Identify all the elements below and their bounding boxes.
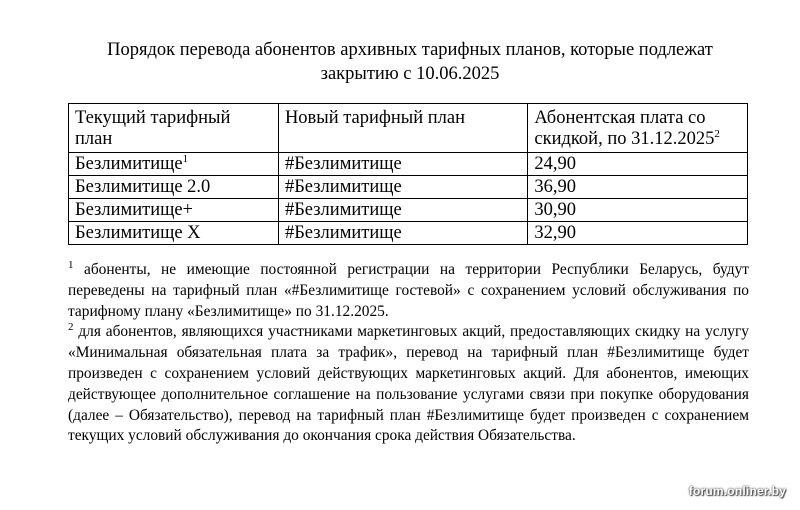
tariff-table xyxy=(68,103,748,245)
footnote-number: 2 xyxy=(68,321,74,334)
footnote-ref-2: 2 xyxy=(714,127,720,140)
footnote-2 xyxy=(68,322,749,447)
cell-fee: 24,90 xyxy=(528,153,748,176)
cell-current-plan: Безлимитище$^1$ xyxy=(69,153,279,176)
cell-current-plan: Безлимитище X xyxy=(69,222,279,245)
header-current-plan: Текущий тарифный план xyxy=(69,104,279,153)
table-row xyxy=(69,176,748,199)
cell-current-plan: Безлимитище+ xyxy=(69,199,279,222)
watermark: forum.onliner.by xyxy=(688,484,786,498)
cell-fee: 30,90 xyxy=(528,199,748,222)
title-line-1: Порядок перевода абонентов архивных тарифных планов, которые подлежат xyxy=(107,40,713,60)
header-fee: Абонентская плата со скидкой, по 31.12.2025$^2$ xyxy=(528,104,748,153)
cell-new-plan: #Безлимитище xyxy=(278,176,527,199)
footnote-ref-1: 1 xyxy=(182,152,189,165)
footnotes xyxy=(68,260,749,447)
cell-fee: 36,90 xyxy=(528,176,748,199)
cell-new-plan: #Безлимитище xyxy=(278,222,527,245)
footnote-number: 1 xyxy=(68,258,74,271)
table-header-row xyxy=(69,104,748,153)
cell-new-plan: #Безлимитище xyxy=(278,199,527,222)
document-title xyxy=(60,38,760,86)
table-row xyxy=(69,153,748,176)
table-row xyxy=(69,199,748,222)
cell-fee: 32,90 xyxy=(528,222,748,245)
footnote-text: абоненты, не имеющие постоянной регистрации на территории Республики Беларусь, будут переведены на тарифный план «#Безлимитище гостевой» с сохранением условий обслуживания по тарифному плану «Безлимитище» по 31.12.2025. xyxy=(68,261,749,320)
title-line-2: закрытию с 10.06.2025 xyxy=(320,64,500,84)
cell-new-plan: #Безлимитище xyxy=(278,153,527,176)
footnote-text: для абонентов, являющихся участниками маркетинговых акций, предоставляющих скидку на услугу «Минимальная обязательная плата за трафик», перевод на тарифный план #Безлимитище будет произведен с сохранением условий действующих маркетинговых акций. Для абонентов, имеющих действующее дополнительное соглашение на пользование услугами связи при покупке оборудования (далее – Обязательство), перевод на тарифный план #Безлимитище будет произведен с сохранением текущих условий обслуживания до окончания срока действия Обязательства. xyxy=(68,323,749,445)
table-row xyxy=(69,222,748,245)
cell-current-plan: Безлимитище 2.0 xyxy=(69,176,279,199)
header-new-plan: Новый тарифный план xyxy=(278,104,527,153)
footnote-1 xyxy=(68,260,749,322)
